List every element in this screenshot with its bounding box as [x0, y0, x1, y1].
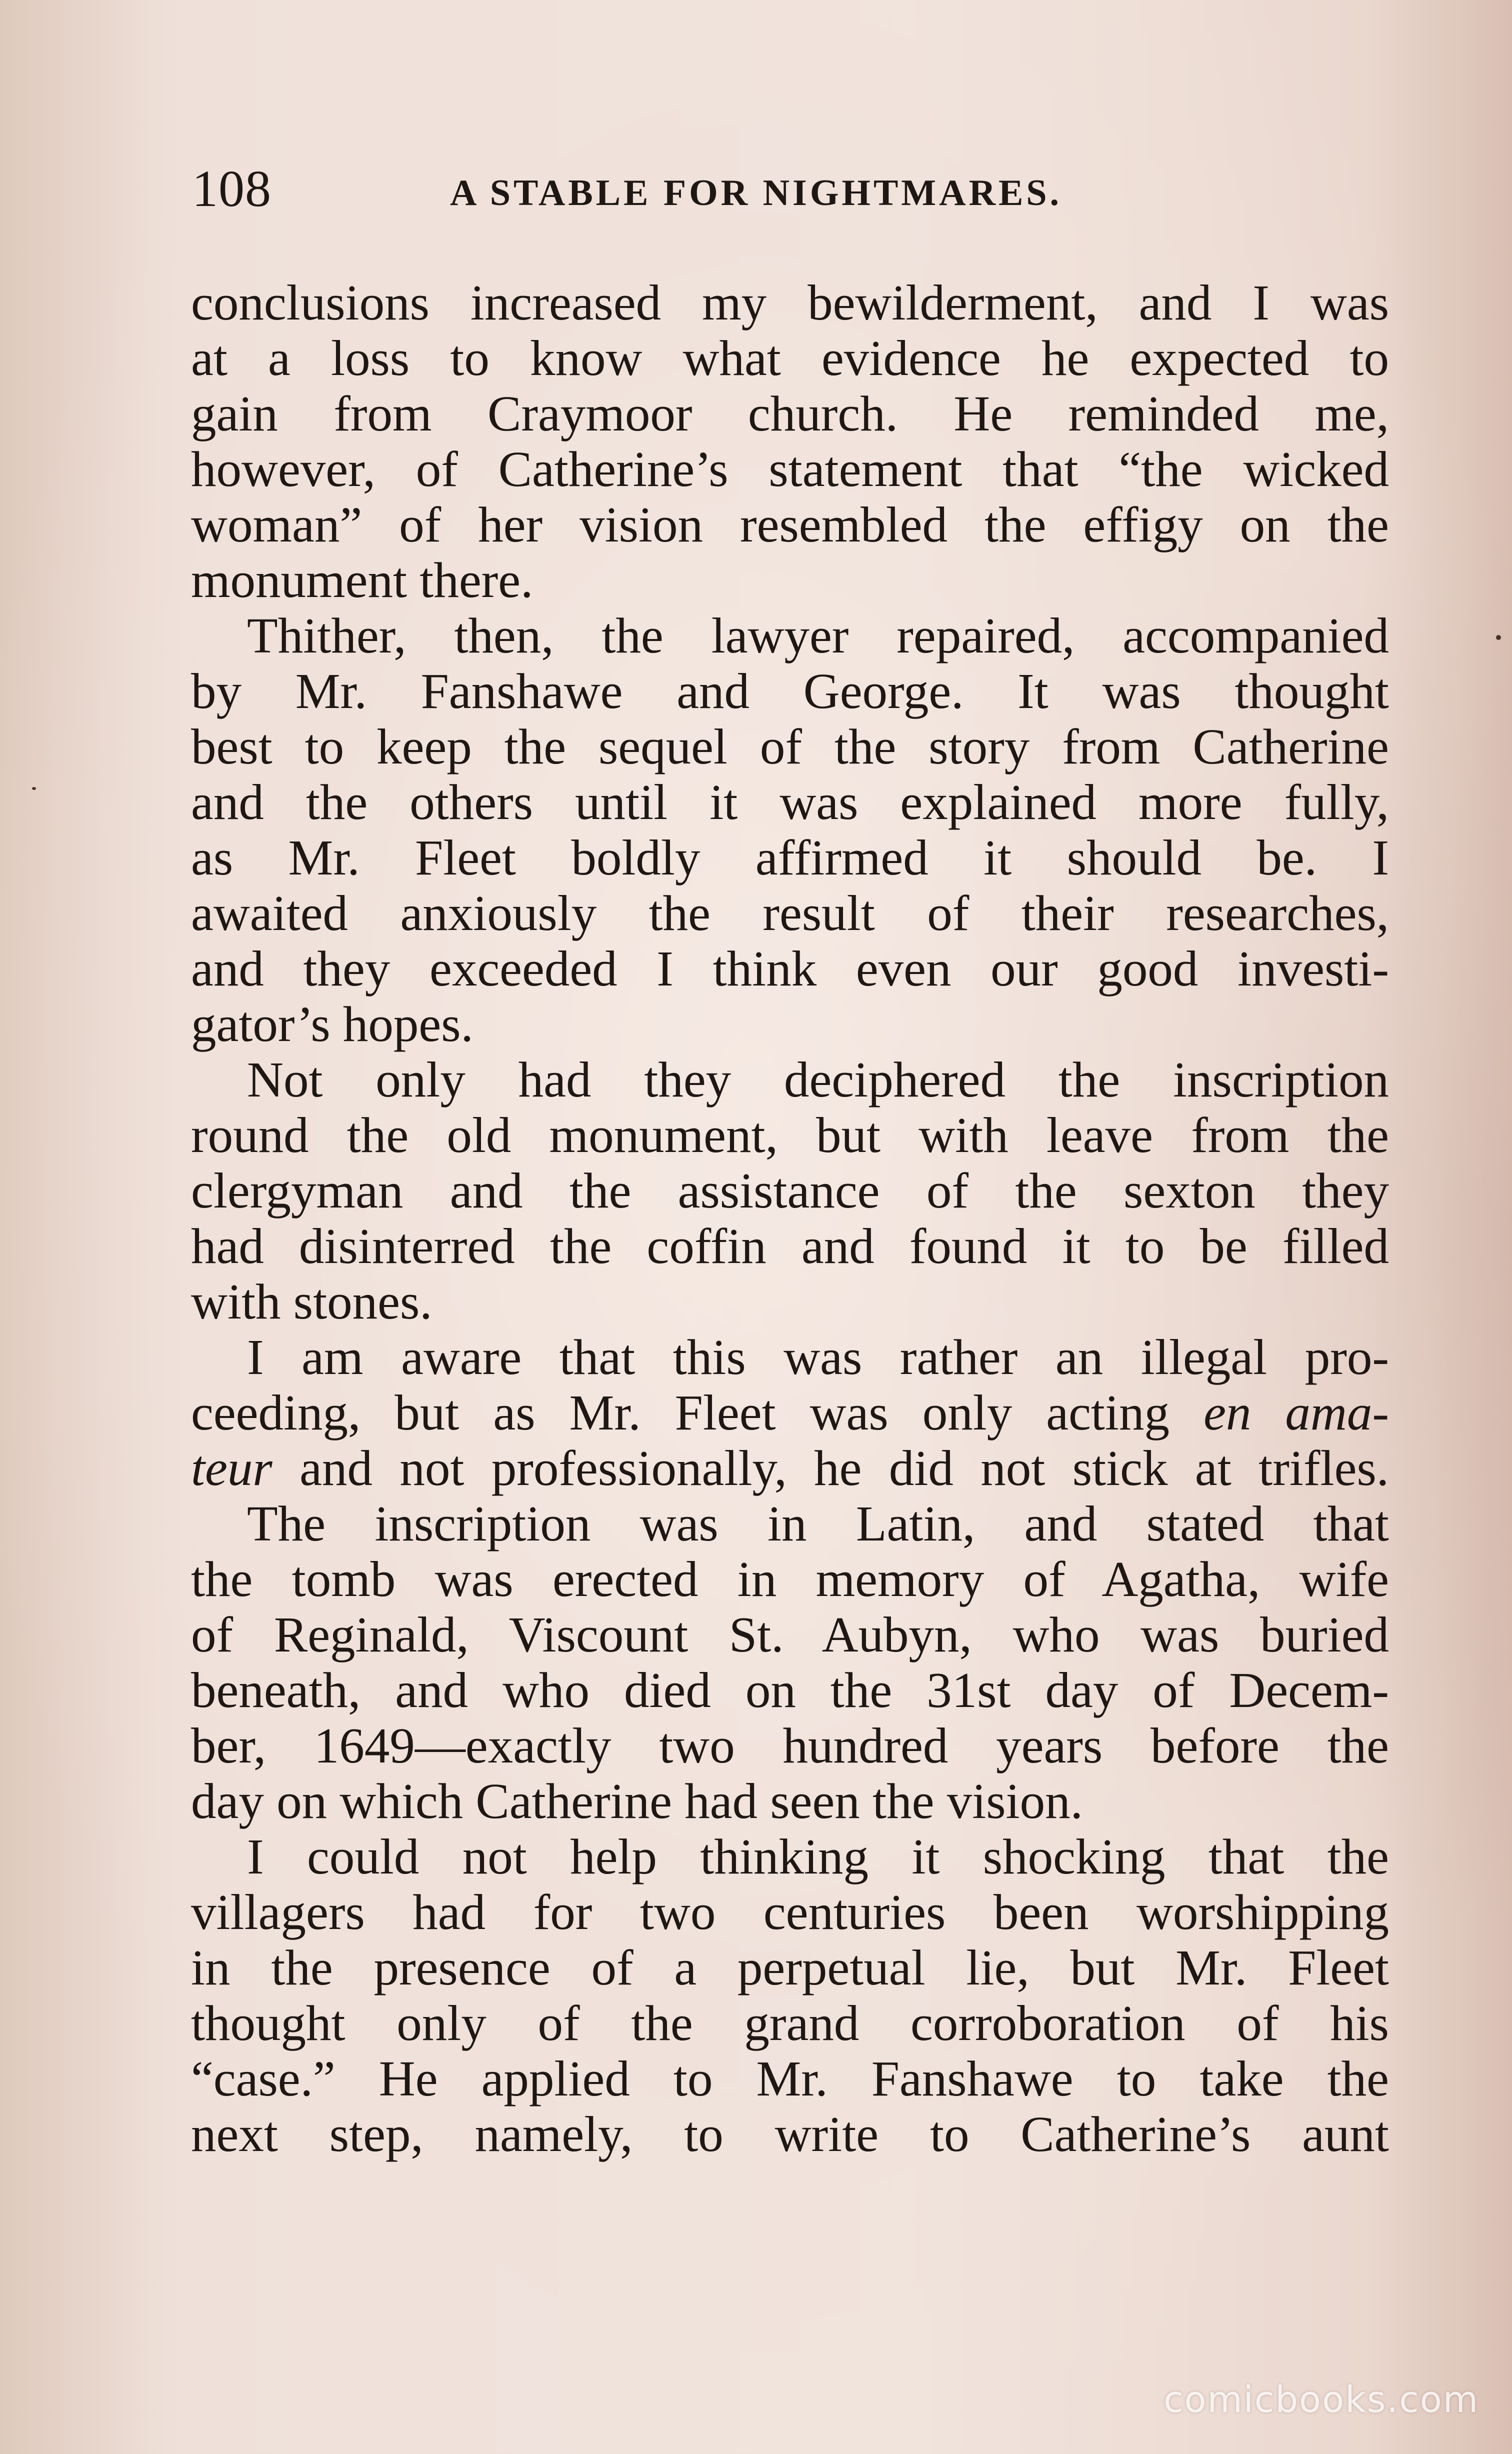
text-line: with stones.: [191, 1274, 432, 1330]
body-text: [191, 275, 1389, 2162]
text-line: awaited anxiously the result of their researches,: [191, 885, 1389, 941]
text-line: Thither, then, the lawyer repaired, accompanied: [247, 608, 1389, 664]
text-line-mixed: [191, 1440, 1389, 1496]
text-line: beneath, and who died on the 31st day of Decem-: [191, 1662, 1389, 1718]
text-line: gain from Craymoor church. He reminded me,: [191, 386, 1389, 442]
text-fragment: and not professionally, he did not stick at trifles.: [300, 1440, 1390, 1496]
text-line: conclusions increased my bewilderment, and I was: [191, 274, 1389, 330]
text-fragment: ceeding, but as Mr. Fleet was only acting: [191, 1384, 1170, 1440]
text-line: and they exceeded I think even our good investi-: [191, 940, 1389, 996]
text-line: had disinterred the coffin and found it to be filled: [191, 1218, 1389, 1274]
text-line: The inscription was in Latin, and stated that: [247, 1496, 1389, 1552]
text-line: as Mr. Fleet boldly affirmed it should be. I: [191, 830, 1389, 886]
ink-speck: [1496, 635, 1501, 640]
text-line: gator’s hopes.: [191, 996, 474, 1052]
text-line: Not only had they deciphered the inscription: [247, 1052, 1389, 1108]
text-line: villagers had for two centuries been worshipping: [191, 1884, 1389, 1940]
text-line: the tomb was erected in memory of Agatha, wife: [191, 1551, 1389, 1607]
watermark: comicbooks.com: [1163, 2378, 1479, 2420]
text-line: by Mr. Fanshawe and George. It was thought: [191, 663, 1389, 719]
text-line: at a loss to know what evidence he expected to: [191, 330, 1389, 386]
text-line: of Reginald, Viscount St. Aubyn, who was buried: [191, 1606, 1389, 1662]
text-line: I could not help thinking it shocking that the: [247, 1828, 1389, 1884]
ink-speck: [32, 787, 36, 790]
text-line: next step, namely, to write to Catherine’s aunt: [191, 2106, 1389, 2162]
text-line: woman” of her vision resembled the effigy on the: [191, 496, 1389, 552]
page-number: 108: [192, 160, 272, 218]
text-line: monument there.: [191, 552, 534, 608]
page-header: [192, 159, 1142, 219]
text-line: “case.” He applied to Mr. Fanshawe to take the: [191, 2050, 1389, 2106]
italic-phrase: teur: [191, 1440, 272, 1496]
text-line: round the old monument, but with leave from the: [191, 1107, 1389, 1163]
italic-phrase: en ama-: [1204, 1384, 1389, 1440]
text-line: in the presence of a perpetual lie, but Mr. Fleet: [191, 1940, 1389, 1996]
text-line-mixed: [191, 1385, 1389, 1440]
text-line: ber, 1649—exactly two hundred years before the: [191, 1718, 1389, 1774]
text-line: and the others until it was explained more fully,: [191, 774, 1389, 830]
text-line: thought only of the grand corroboration of his: [191, 1995, 1389, 2051]
text-line: clergyman and the assistance of the sexton they: [191, 1162, 1389, 1218]
text-line: day on which Catherine had seen the vision.: [191, 1773, 1083, 1829]
text-line: best to keep the sequel of the story from Catherine: [191, 718, 1389, 774]
running-head: A STABLE FOR NIGHTMARES.: [450, 172, 1062, 214]
text-line: I am aware that this was rather an illegal pro-: [247, 1329, 1389, 1385]
text-line: however, of Catherine’s statement that “the wicked: [191, 441, 1389, 497]
